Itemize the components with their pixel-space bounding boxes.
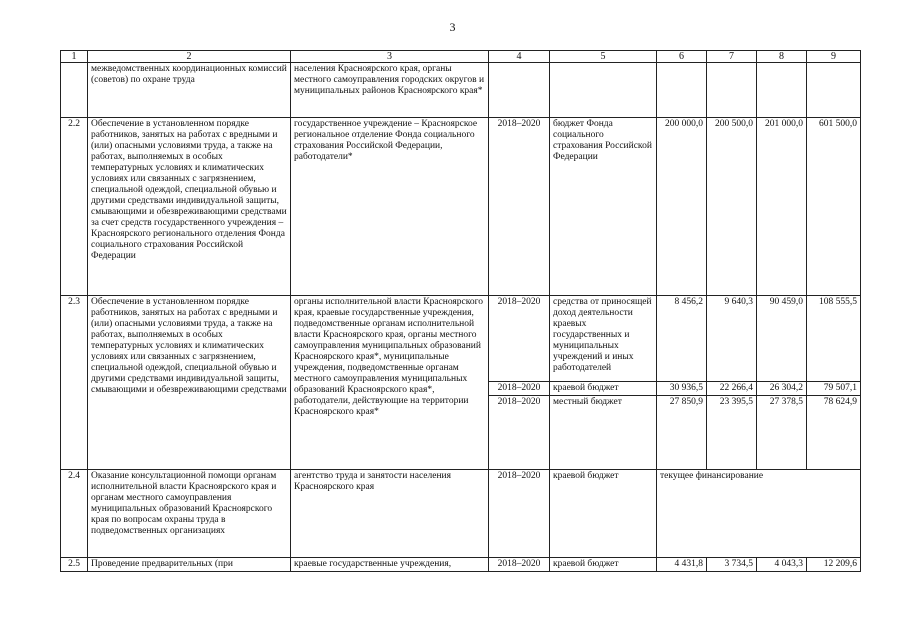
table-row-2-2 bbox=[61, 118, 861, 296]
header-cell: 6 bbox=[657, 51, 707, 63]
executor: населения Красноярского края, органы местного самоуправления городских округов и муниципальных районов Красноярского края* bbox=[291, 63, 489, 118]
header-cell: 9 bbox=[807, 51, 861, 63]
period bbox=[489, 63, 550, 118]
value-2018: 27 850,9 bbox=[657, 396, 707, 470]
value-2018: 8 456,2 bbox=[657, 296, 707, 382]
measure-description: Оказание консультационной помощи органам исполнительной власти Красноярского края и органам местного самоуправления муниципальных образований Красноярского края по вопросам охраны труда в подведомственных организациях bbox=[88, 470, 291, 558]
value-2020 bbox=[757, 63, 807, 118]
value-2018: 4 431,8 bbox=[657, 558, 707, 572]
value-2019: 3 734,5 bbox=[707, 558, 757, 572]
value-2020: 4 043,3 bbox=[757, 558, 807, 572]
value-2019: 9 640,3 bbox=[707, 296, 757, 382]
funding-source: краевой бюджет bbox=[550, 558, 657, 572]
funding-note: текущее финансирование bbox=[657, 470, 861, 558]
table-row-2-5 bbox=[61, 558, 861, 572]
table-row-2-4 bbox=[61, 470, 861, 558]
period: 2018–2020 bbox=[489, 558, 550, 572]
row-number: 2.2 bbox=[61, 118, 88, 296]
period: 2018–2020 bbox=[489, 118, 550, 296]
value-total: 12 209,6 bbox=[807, 558, 861, 572]
executor: агентство труда и занятости населения Красноярского края bbox=[291, 470, 489, 558]
value-2019: 22 266,4 bbox=[707, 382, 757, 396]
value-2020: 201 000,0 bbox=[757, 118, 807, 296]
value-2020: 26 304,2 bbox=[757, 382, 807, 396]
measure-description: Обеспечение в установленном порядке работников, занятых на работах с вредными и (или) опасными условиями труда, а также на работах, выполняемых в особых температурных условиях и климатических условиях или связанных с загрязнением, специальной одеждой, специальной обувью и другими средствами индивидуальной защиты, смывающими и обезвреживающими средствами bbox=[88, 296, 291, 470]
row-number bbox=[61, 63, 88, 118]
row-number: 2.5 bbox=[61, 558, 88, 572]
header-cell: 4 bbox=[489, 51, 550, 63]
header-cell: 2 bbox=[88, 51, 291, 63]
value-2018: 30 936,5 bbox=[657, 382, 707, 396]
executor: краевые государственные учреждения, bbox=[291, 558, 489, 572]
value-2019: 200 500,0 bbox=[707, 118, 757, 296]
funding-source: средства от приносящей доход деятельности краевых государственных и муниципальных учреждений и иных работодателей bbox=[550, 296, 657, 382]
value-2019: 23 395,5 bbox=[707, 396, 757, 470]
header-cell: 1 bbox=[61, 51, 88, 63]
funding-source: бюджет Фонда социального страхования Российской Федерации bbox=[550, 118, 657, 296]
table-row-continuation bbox=[61, 63, 861, 118]
measure-description: Обеспечение в установленном порядке работников, занятых на работах с вредными и (или) опасными условиями труда, а также на работах, выполняемых в особых температурных условиях и климатических условиях или связанных с загрязнением, специальной одеждой, специальной обувью и другими средствами индивидуальной защиты, смывающими и обезвреживающими средствами за счет средств государственного учреждения – Красноярского регионального отделения Фонда социального страхования Российской Федерации bbox=[88, 118, 291, 296]
page-number: 3 bbox=[449, 20, 456, 34]
value-2020: 27 378,5 bbox=[757, 396, 807, 470]
value-total bbox=[807, 63, 861, 118]
value-2019 bbox=[707, 63, 757, 118]
header-cell: 5 bbox=[550, 51, 657, 63]
table-row-2-3 bbox=[61, 296, 861, 382]
header-cell: 8 bbox=[757, 51, 807, 63]
value-total: 601 500,0 bbox=[807, 118, 861, 296]
funding-source: краевой бюджет bbox=[550, 382, 657, 396]
header-cell: 7 bbox=[707, 51, 757, 63]
measure-description: межведомственных координационных комиссий (советов) по охране труда bbox=[88, 63, 291, 118]
period: 2018–2020 bbox=[489, 382, 550, 396]
funding-source: краевой бюджет bbox=[550, 470, 657, 558]
value-2018 bbox=[657, 63, 707, 118]
value-total: 79 507,1 bbox=[807, 382, 861, 396]
funding-source bbox=[550, 63, 657, 118]
header-cell: 3 bbox=[291, 51, 489, 63]
period: 2018–2020 bbox=[489, 470, 550, 558]
row-number: 2.3 bbox=[61, 296, 88, 470]
header-row bbox=[61, 51, 861, 63]
funding-source: местный бюджет bbox=[550, 396, 657, 470]
row-number: 2.4 bbox=[61, 470, 88, 558]
value-2020: 90 459,0 bbox=[757, 296, 807, 382]
value-total: 78 624,9 bbox=[807, 396, 861, 470]
measure-description: Проведение предварительных (при bbox=[88, 558, 291, 572]
program-table bbox=[60, 50, 861, 572]
period: 2018–2020 bbox=[489, 296, 550, 382]
value-total: 108 555,5 bbox=[807, 296, 861, 382]
value-2018: 200 000,0 bbox=[657, 118, 707, 296]
period: 2018–2020 bbox=[489, 396, 550, 470]
executor: органы исполнительной власти Красноярского края, краевые государственные учреждения, подведомственные органам исполнительной власти Красноярского края, органы местного самоуправления муниципальных образований Красноярского края*, муниципальные учреждения, подведомственные органам местного самоуправления муниципальных образований Красноярского края*, работодатели, действующие на территории Красноярского края* bbox=[291, 296, 489, 470]
executor: государственное учреждение – Красноярское региональное отделение Фонда социального страхования Российской Федерации, работодатели* bbox=[291, 118, 489, 296]
